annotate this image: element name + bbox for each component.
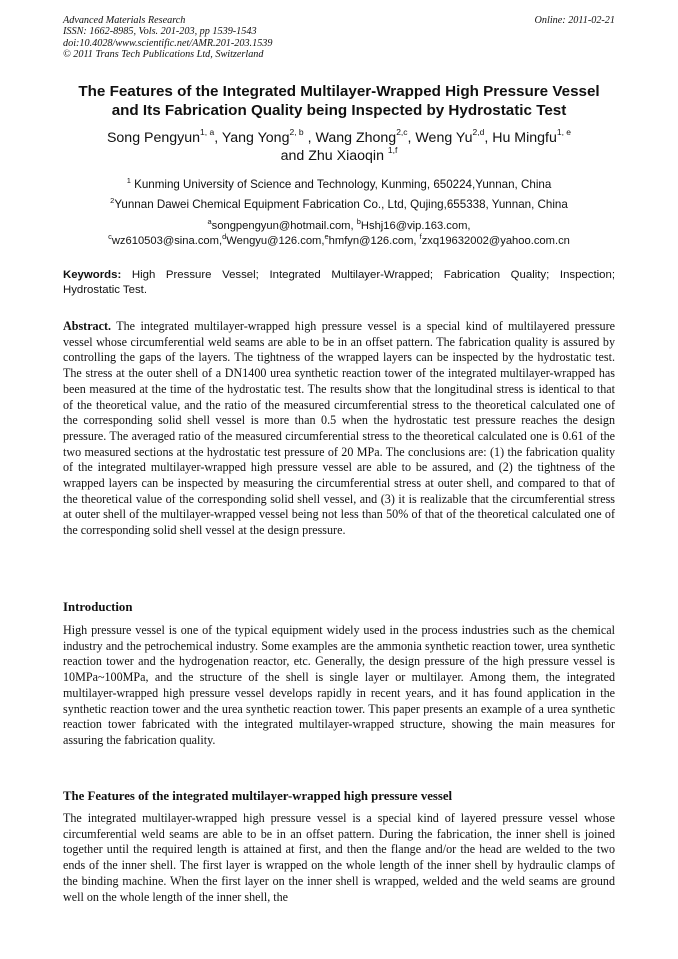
author-name: Song Pengyun <box>106 130 201 146</box>
keywords-label: Keywords: <box>63 269 122 281</box>
section-heading-features: The Features of the integrated multilayer-wrapped high pressure vessel <box>63 789 453 803</box>
email-link[interactable]: zxq19632002@yahoo.com.cn <box>421 234 570 247</box>
email-link[interactable]: songpengyun@hotmail.com, <box>211 220 357 232</box>
email-link[interactable]: hmfyn@126.com, <box>328 234 420 247</box>
author-name: , Hu Mingfu <box>484 130 557 146</box>
email-line-2 <box>50 231 628 249</box>
author-line-1 <box>50 129 628 147</box>
email-line-1 <box>50 219 628 234</box>
paper-title <box>50 82 628 120</box>
section-heading-introduction: Introduction <box>63 600 133 614</box>
affiliation-1 <box>50 178 628 192</box>
author-affil-mark: 2,c <box>396 127 408 137</box>
email-mark: a <box>207 217 212 226</box>
keywords-text: High Pressure Vessel; Integrated Multilayer-Wrapped; Fabrication Quality; Inspection; Hydrostatic Test. <box>63 269 615 296</box>
running-header <box>63 15 615 61</box>
author-list <box>50 129 628 165</box>
introduction-paragraph: High pressure vessel is one of the typical equipment widely used in the process industries such as the chemical industry and the petrochemical industry. Some examples are the ammonia synthetic reaction tower, urea synthetic reaction tower and the hydrogenation reactor, etc. Generally, the design pressure of the high pressure vessel is 10MPa~100MPa, and the structure of the shell is single layer or multilayer. Among them, the integrated multilayer-wrapped high pressure vessel develops rapidly in recent years, and it has found application in the synthetic reaction tower and the urea synthetic reaction tower. This paper presents an example of a urea synthetic reaction tower fabricated with the integrated multilayer-wrapped structure, showing the main measures for assuring the fabrication quality. <box>63 623 615 747</box>
author-name: , Yang Yong <box>214 130 290 146</box>
email-list <box>50 219 628 248</box>
journal-name: Advanced Materials Research <box>63 15 186 26</box>
features-paragraph: The integrated multilayer-wrapped high pressure vessel is a special kind of layered pressure vessel whose circumferential weld seams are able to be in an offset pattern. During the fabrication, the inner shell is joined together until the required length is attained at first, and then the flange and/or the head are welded to the two ends of the inner shell. The first layer is wrapped on the whole length of the inner shell by hydraulic clamps of the binding machine. When the first layer on the inner shell is wrapped, welded and the weld seams are ground well on the whole length of the inner shell, the <box>63 811 615 904</box>
affiliation-mark: 1 <box>126 176 131 185</box>
author-affil-mark: 1, a <box>200 127 215 137</box>
author-affil-mark: 1,f <box>387 145 398 155</box>
abstract <box>63 319 615 539</box>
email-mark: c <box>108 231 112 241</box>
email-link[interactable]: Hshj16@vip.163.com, <box>360 220 471 232</box>
author-name: , Wang Zhong <box>303 130 397 146</box>
author-line-2 <box>50 147 628 165</box>
email-mark: b <box>356 217 361 226</box>
email-mark: e <box>324 231 329 241</box>
abstract-text: The integrated multilayer-wrapped high pressure vessel is a special kind of multilayered pressure vessel whose circumferential weld seams are able to be in an offset pattern. The fabrication quality is assured by controlling the gaps of the layers. The tightness of the wrapped layers can be inspected by the hydrostatic test. The stress at the outer shell of a DN1400 urea synthetic reaction tower of the integrated multilayer-wrapped has been measured at the time of the hydrostatic test. The results show that the longitudinal stress is identical to that of the theoretical value, and the ratio of the measured circumferential stress to the theoretical calculated one of the corresponding solid shell vessel is more than 0.5 when the hydrostatic test pressure reaches the design pressure. The averaged ratio of the measured circumferential stress to the theoretical calculated one is 0.61 of the two measured sections at the hydrostatic test pressure of 20 MPa. The conclusions are: (1) the fabrication quality of the integrated multilayer-wrapped high pressure vessel are able to be assured, and (2) the tightness of the wrapped layers can be inspected by measuring the circumferential stress at outer shell, and compared to that of the theoretical value of the corresponding solid shell vessel, and (3) it is realizable that the circumferential stress at outer shell of the multilayer-wrapped vessel being not less than 50% of that of the theoretical calculated one of the corresponding solid shell vessel at the design pressure. <box>63 319 615 538</box>
online-date: Online: 2011-02-21 <box>534 15 615 26</box>
author-name: , Weng Yu <box>407 130 473 146</box>
issn-line: ISSN: 1662-8985, Vols. 201-203, pp 1539-1543 <box>63 26 257 38</box>
copyright-line: © 2011 Trans Tech Publications Ltd, Switzerland <box>63 49 264 61</box>
author-affil-mark: 2, b <box>289 127 304 137</box>
author-name: and Zhu Xiaoqin <box>280 148 388 164</box>
email-link[interactable]: Wengyu@126.com, <box>226 234 325 247</box>
title-line-2: and Its Fabrication Quality being Inspected by Hydrostatic Test <box>111 102 567 119</box>
email-mark: f <box>419 231 422 241</box>
keywords <box>63 268 615 298</box>
affiliation-mark: 2 <box>110 196 115 205</box>
author-affil-mark: 2,d <box>472 127 485 137</box>
doi-line: doi:10.4028/www.scientific.net/AMR.201-203.1539 <box>63 37 273 49</box>
email-mark: d <box>222 231 227 241</box>
abstract-label: Abstract. <box>63 319 112 333</box>
affiliation-2 <box>50 198 628 212</box>
affiliation-text: Yunnan Dawei Chemical Equipment Fabrication Co., Ltd, Qujing,655338, Yunnan, China <box>114 198 568 211</box>
title-line-1: The Features of the Integrated Multilayer-Wrapped High Pressure Vessel <box>78 83 600 100</box>
affiliation-text: Kunming University of Science and Technology, Kunming, 650224,Yunnan, China <box>130 178 552 191</box>
author-affil-mark: 1, e <box>556 127 572 137</box>
email-link[interactable]: wz610503@sina.com, <box>111 234 223 247</box>
